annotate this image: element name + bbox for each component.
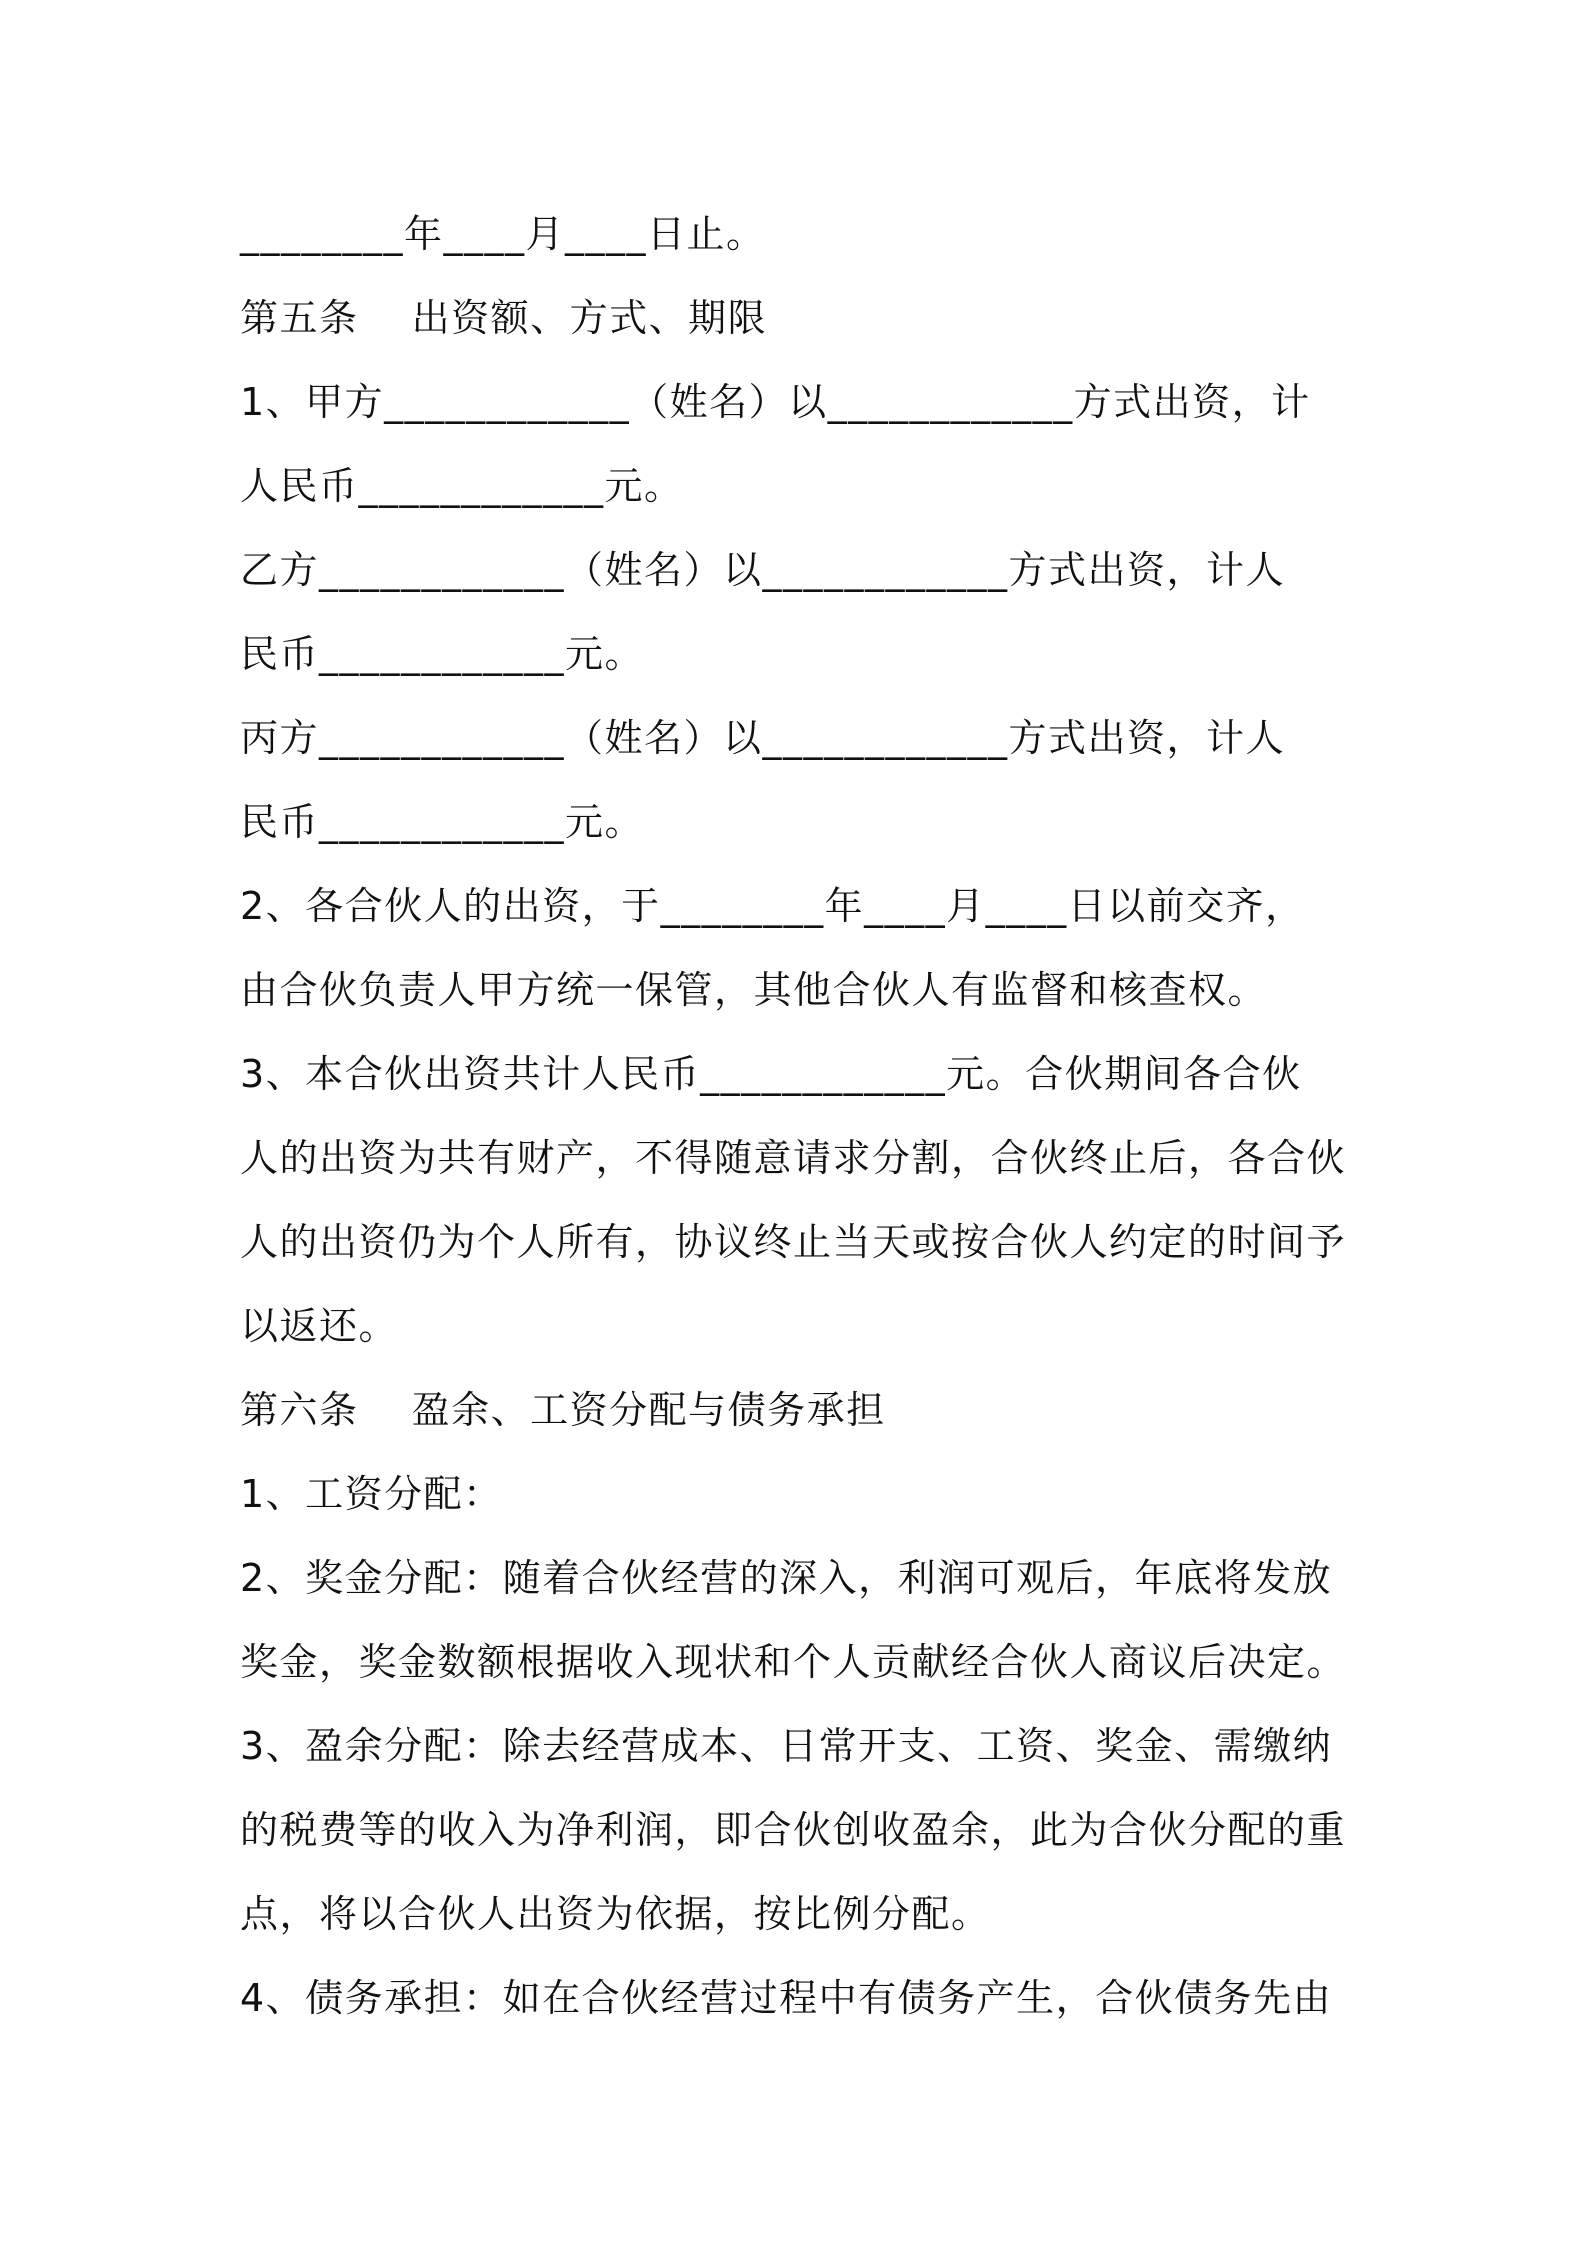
- article-5-heading: 第五条 出资额、方式、期限: [240, 296, 768, 340]
- party-c-contribution-line-2: 民币____________元。: [240, 800, 645, 844]
- debt-bearing-line-1: 4、债务承担：如在合伙经营过程中有债务产生，合伙债务先由: [240, 1976, 1333, 2020]
- bonus-distribution-line-1: 2、奖金分配：随着合伙经营的深入，利润可观后，年底将发放: [240, 1556, 1333, 1600]
- date-end-line: ________年____月____日止。: [240, 212, 766, 256]
- surplus-distribution-line-2: 的税费等的收入为净利润，即合伙创收盈余，此为合伙分配的重: [240, 1808, 1347, 1852]
- total-contribution-line-4: 以返还。: [240, 1304, 399, 1348]
- party-b-contribution-line-2: 民币____________元。: [240, 632, 645, 676]
- total-contribution-line-2: 人的出资为共有财产，不得随意请求分割，合伙终止后，各合伙: [240, 1136, 1347, 1180]
- article-6-heading: 第六条 盈余、工资分配与债务承担: [240, 1388, 886, 1432]
- contribution-deadline-line-2: 由合伙负责人甲方统一保管，其他合伙人有监督和核查权。: [240, 968, 1268, 1012]
- salary-distribution-line: 1、工资分配：: [240, 1472, 503, 1516]
- surplus-distribution-line-1: 3、盈余分配：除去经营成本、日常开支、工资、奖金、需缴纳: [240, 1724, 1333, 1768]
- party-a-contribution-line-2: 人民币____________元。: [240, 464, 684, 508]
- bonus-distribution-line-2: 奖金，奖金数额根据收入现状和个人贡献经合伙人商议后决定。: [240, 1640, 1347, 1684]
- contribution-deadline-line-1: 2、各合伙人的出资，于________年____月____日以前交齐，: [240, 884, 1305, 928]
- party-c-contribution-line-1: 丙方____________（姓名）以____________方式出资，计人: [240, 716, 1286, 760]
- surplus-distribution-line-3: 点，将以合伙人出资为依据，按比例分配。: [240, 1892, 991, 1936]
- party-a-contribution-line-1: 1、甲方____________（姓名）以____________方式出资，计: [240, 380, 1311, 424]
- document-body: [240, 192, 1360, 2040]
- total-contribution-line-1: 3、本合伙出资共计人民币____________元。合伙期间各合伙: [240, 1052, 1302, 1096]
- party-b-contribution-line-1: 乙方____________（姓名）以____________方式出资，计人: [240, 548, 1286, 592]
- total-contribution-line-3: 人的出资仍为个人所有，协议终止当天或按合伙人约定的时间予: [240, 1220, 1347, 1264]
